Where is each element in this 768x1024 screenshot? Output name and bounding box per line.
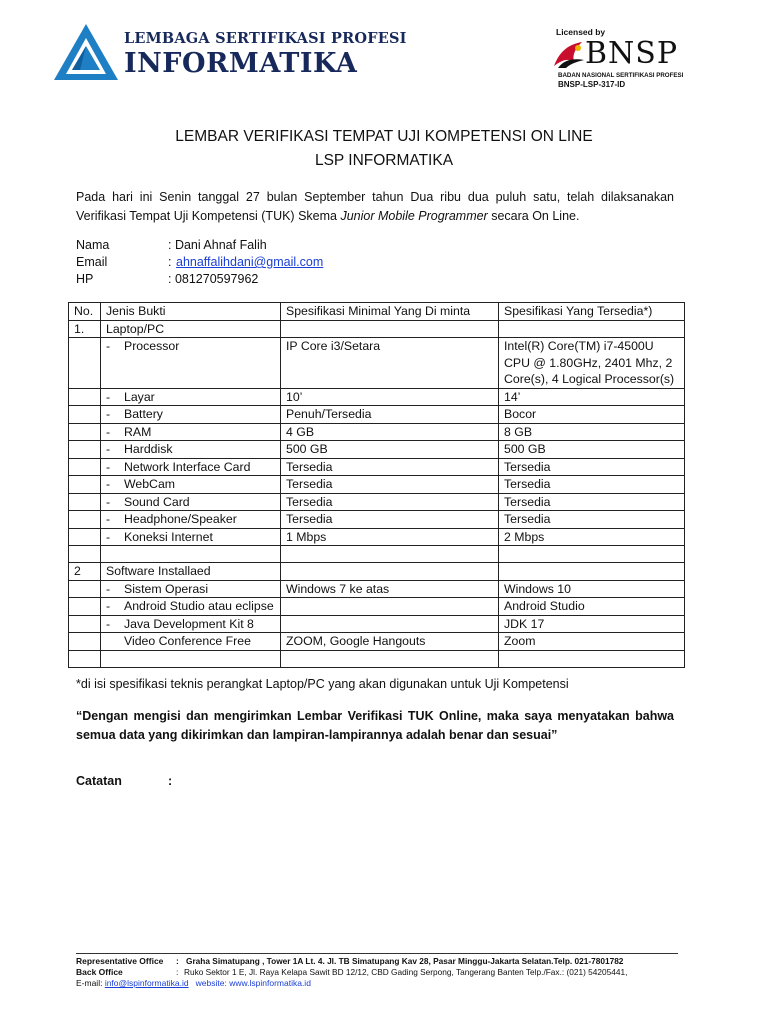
table-row <box>69 528 685 546</box>
item-label: Java Development Kit 8 <box>124 616 254 631</box>
bullet-dash: - <box>106 529 111 544</box>
intro-text: Pada hari ini Senin tanggal 27 bulan September tahun Dua ribu dua puluh satu, telah dilaksanakan Verifikasi Tempat Uji Kompetensi (TUK) Skema <box>76 190 674 223</box>
min-spec <box>281 615 499 633</box>
available-spec: Zoom <box>499 633 685 651</box>
email-link[interactable]: ahnaffalihdani@gmail.com <box>176 255 324 269</box>
blank-row <box>69 546 685 563</box>
nama-label: Nama <box>76 238 110 252</box>
table-row <box>69 476 685 494</box>
footer-contact <box>76 978 311 988</box>
available-spec: Tersedia <box>499 476 685 494</box>
table-row <box>69 458 685 476</box>
section-label: Software Installaed <box>101 563 281 581</box>
table-header-row <box>69 303 685 321</box>
item-label: WebCam <box>124 477 176 491</box>
nama-value: : Dani Ahnaf Falih <box>168 238 267 252</box>
min-spec: Tersedia <box>281 493 499 511</box>
min-spec: Windows 7 ke atas <box>281 580 499 598</box>
rep-office-address: Graha Simatupang , Tower 1A Lt. 4. Jl. TB Simatupang Kav 28, Pasar Minggu-Jakarta Selatan.Telp. 021-7801782 <box>186 956 624 966</box>
min-spec: Tersedia <box>281 476 499 494</box>
min-spec: 500 GB <box>281 441 499 459</box>
table-row <box>69 388 685 406</box>
item-label: Network Interface Card <box>124 459 251 474</box>
table-row <box>69 633 685 651</box>
footer-divider <box>76 953 678 954</box>
table-row <box>69 406 685 424</box>
available-spec: Android Studio <box>499 598 685 616</box>
available-spec: JDK 17 <box>499 615 685 633</box>
item-label: Battery <box>124 407 163 421</box>
document-title: LEMBAR VERIFIKASI TEMPAT UJI KOMPETENSI ON LINE <box>175 128 593 145</box>
licensed-by-label: Licensed by <box>556 27 606 37</box>
empty-cell <box>499 320 685 338</box>
section-label: Laptop/PC <box>101 320 281 338</box>
bullet-dash: - <box>106 494 111 509</box>
software-rows <box>69 580 685 633</box>
item-label: Harddisk <box>124 442 173 456</box>
document-subtitle: LSP INFORMATIKA <box>314 152 454 169</box>
hp-value: : 081270597962 <box>168 272 259 286</box>
empty-cell <box>281 320 499 338</box>
header-spesifikasi-minimal: Spesifikasi Minimal Yang Di minta <box>281 303 499 321</box>
laptop-rows <box>69 338 685 546</box>
scheme-name: Junior Mobile Programmer <box>340 209 488 223</box>
catatan-label: Catatan <box>76 774 122 788</box>
footnote: *di isi spesifikasi teknis perangkat Laptop/PC yang akan digunakan untuk Uji Kompetensi <box>76 677 569 691</box>
blank-row <box>69 650 685 667</box>
min-spec: 10’ <box>281 388 499 406</box>
available-spec: Intel(R) Core(TM) i7-4500U CPU @ 1.80GHz, 2401 Mhz, 2 Core(s), 4 Logical Processor(s) <box>499 338 685 389</box>
bullet-dash: - <box>106 407 111 421</box>
available-spec: 500 GB <box>499 441 685 459</box>
bullet-dash: - <box>106 616 111 631</box>
item-label: Processor <box>124 339 180 353</box>
available-spec: Tersedia <box>499 493 685 511</box>
table-row <box>69 511 685 529</box>
bullet-dash: - <box>106 459 111 474</box>
back-office-label: Back Office <box>76 967 123 977</box>
bullet-dash: - <box>106 424 111 439</box>
min-spec: IP Core i3/Setara <box>281 338 499 389</box>
available-spec: Tersedia <box>499 511 685 529</box>
footer-email-link[interactable]: info@lspinformatika.id <box>104 978 189 988</box>
rep-office-label: Representative Office <box>76 956 164 966</box>
catatan-colon: : <box>168 774 173 788</box>
back-office-address: Ruko Sektor 1 E, Jl. Raya Kelapa Sawit BD 12/12, CBD Gading Serpong, Tangerang Banten Telp./Fax.: (021) 54205441, <box>184 967 628 977</box>
bullet-dash: - <box>106 581 111 596</box>
bnsp-license-code: BNSP-LSP-317-ID <box>558 80 626 89</box>
section-no: 2 <box>69 563 101 581</box>
section-no: 1. <box>69 320 101 338</box>
table-row <box>69 338 685 389</box>
available-spec: Tersedia <box>499 458 685 476</box>
bnsp-full-name: BADAN NASIONAL SERTIFIKASI PROFESI <box>558 72 684 79</box>
bullet-dash: - <box>106 599 111 613</box>
header-spesifikasi-tersedia: Spesifikasi Yang Tersedia*) <box>499 303 685 321</box>
item-label: RAM <box>124 424 152 439</box>
declaration-statement: “Dengan mengisi dan mengirimkan Lembar Verifikasi TUK Online, maka saya menyatakan bahwa semua data yang dikirimkan dan lampiran-lampirannya adalah benar dan sesuai” <box>76 709 674 742</box>
min-spec: Tersedia <box>281 458 499 476</box>
item-label: Koneksi Internet <box>124 529 213 544</box>
email-label: E-mail: <box>76 978 105 988</box>
section-row-laptop <box>69 320 685 338</box>
table-row <box>69 598 685 616</box>
available-spec: Bocor <box>499 406 685 424</box>
bnsp-emblem-icon <box>552 40 586 70</box>
bullet-dash: - <box>106 512 111 526</box>
min-spec: Penuh/Tersedia <box>281 406 499 424</box>
available-spec: 2 Mbps <box>499 528 685 546</box>
intro-paragraph <box>76 188 674 226</box>
back-office-colon: : <box>176 967 179 977</box>
empty-cell <box>499 563 685 581</box>
header-jenis-bukti: Jenis Bukti <box>101 303 281 321</box>
available-spec: Windows 10 <box>499 580 685 598</box>
rep-office-colon: : <box>176 956 179 966</box>
bullet-dash: - <box>106 477 111 491</box>
email-value[interactable] <box>176 255 323 269</box>
org-subtitle: LEMBAGA SERTIFIKASI PROFESI <box>124 30 407 47</box>
bnsp-name: BNSP <box>585 36 679 71</box>
footer-website-link[interactable]: website: www.lspinformatika.id <box>195 978 311 988</box>
table-row <box>69 615 685 633</box>
available-spec: 8 GB <box>499 423 685 441</box>
bullet-dash: - <box>106 442 111 456</box>
min-spec <box>281 598 499 616</box>
bullet-dash: - <box>106 389 111 404</box>
empty-cell <box>281 563 499 581</box>
email-label: Email <box>76 255 108 269</box>
section-row-software <box>69 563 685 581</box>
item-label: Headphone/Speaker <box>124 512 237 526</box>
table-row <box>69 423 685 441</box>
item-label: Android Studio atau eclipse <box>124 599 274 613</box>
item-label: Sound Card <box>124 494 190 509</box>
item-label: Sistem Operasi <box>124 581 209 596</box>
min-spec: Tersedia <box>281 511 499 529</box>
table-row <box>69 580 685 598</box>
header-no: No. <box>69 303 101 321</box>
min-spec: ZOOM, Google Hangouts <box>281 633 499 651</box>
min-spec: 4 GB <box>281 423 499 441</box>
item-label: Video Conference Free <box>124 634 251 648</box>
table-row <box>69 441 685 459</box>
hp-label: HP <box>76 272 94 286</box>
email-colon: : <box>168 255 172 269</box>
available-spec: 14’ <box>499 388 685 406</box>
lsp-informatika-logo-icon <box>52 22 120 82</box>
min-spec: 1 Mbps <box>281 528 499 546</box>
table-row <box>69 493 685 511</box>
spec-table <box>68 302 685 668</box>
intro-text-end: secara On Line. <box>487 209 580 223</box>
item-label: Layar <box>124 389 155 404</box>
org-name: INFORMATIKA <box>124 48 358 79</box>
bullet-dash: - <box>106 339 111 353</box>
